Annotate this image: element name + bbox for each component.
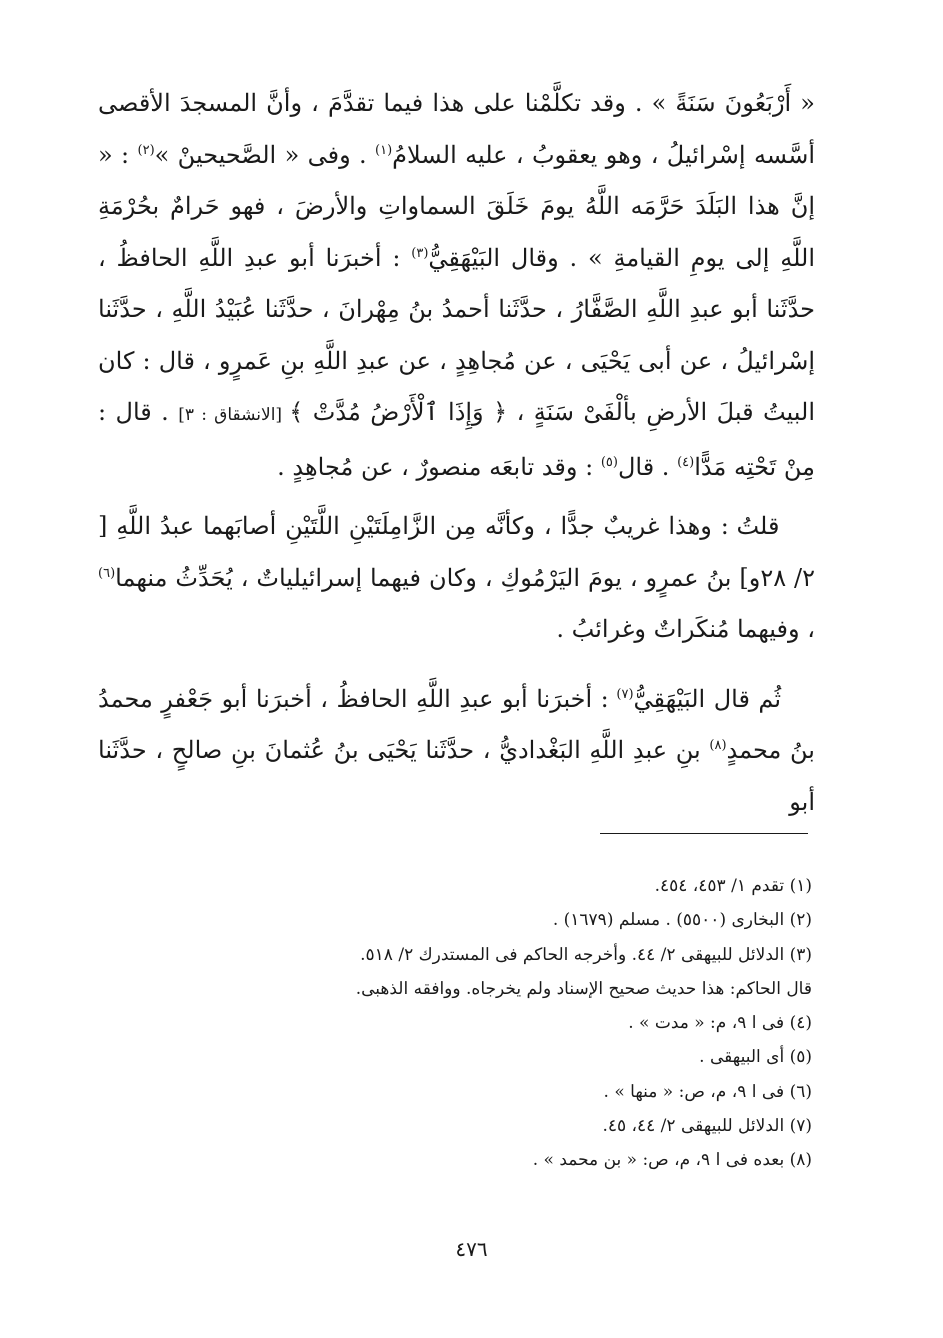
footnote-1: (١) تقدم ١/ ٤٥٣، ٤٥٤. [654, 876, 812, 896]
paragraph-1-text-a: « أَرْبَعُونَ سَنَةً » . وقد تكلَّمْنا على هذا فيما تقدَّمَ ، وأنَّ المسجدَ الأقصى أسَّسه إسْرائيلُ ، وهو يعقوبُ ، عليه السلامُ [98, 89, 815, 169]
paragraph-1-text-d: : أخبرَنا أبو عبدِ اللَّهِ الحافظُ ، حدَّثَنا أبو عبدِ اللَّهِ الصَّفَّارُ ، حدَّثَنا أحمدُ بنُ مِهْرانَ ، حدَّثَنا عُبَيْدُ اللَّهِ ، حدَّثَنا إسْرائيلُ ، عن أبى يَحْيَى ، عن مُجاهِدٍ ، عن عبدِ اللَّهِ بنِ عَمرٍو ، قال : كان البيتُ قبلَ الأرضِ بألْفَىْ سَنَةٍ ، ﴿ وَإِذَا ٱلْأَرْضُ مُدَّتْ ﴾ [98, 243, 816, 426]
footnote-marker-3: (٣) [411, 245, 429, 261]
footnote-marker-4: (٤) [677, 454, 695, 470]
paragraph-1-text-c: : « إنَّ هذا البَلَدَ حَرَّمَه اللَّهُ يومَ خَلَقَ السماواتِ والأرضَ ، فهو حَرامٌ بحُرْمَةِ اللَّهِ إلى يومِ القيامةِ » . وقال البَيْهَقِيُّ [98, 140, 816, 272]
quran-reference: [الانشقاق : ٣] [178, 405, 290, 425]
paragraph-2-text-a: قلتُ : وهذا غريبٌ جدًّا ، وكأنَّه مِن الزَّامِلَتَيْنِ اللَّتَيْنِ أصابَهما عبدُ اللَّهِ [ ٢/ ٢٨و] بنُ عمرٍو ، يومَ اليَرْمُوكِ ، وكان فيهما إسرائيلياتٌ ، يُحَدِّثُ منهما [98, 512, 816, 592]
footnote-6: (٦) فى ا ٩، م، ص: « منها » . [603, 1081, 812, 1102]
paragraph-2-text-b: ، وفيهما مُنكَراتٌ وغرائبُ . [556, 615, 815, 643]
footnote-separator [600, 833, 808, 834]
footnote-3: (٣) الدلائل للبيهقى ٢/ ٤٤. وأخرجه الحاكم فى المستدرك ٢/ ٥١٨. [360, 944, 812, 965]
paragraph-3-text-c: بنِ عبدِ اللَّهِ البَغْداديُّ ، حدَّثَنا يَحْيَى بنُ عُثمانَ بنِ صالحٍ ، حدَّثَنا أبو [98, 736, 815, 816]
footnote-3-continued: قال الحاكم: هذا حديث صحيح الإسناد ولم يخرجاه. ووافقه الذهبى. [355, 978, 812, 999]
paragraph-3-text-a: ثُم قال البَيْهَقِيُّ [633, 684, 782, 713]
paragraph-3 [98, 674, 815, 829]
footnote-7: (٧) الدلائل للبيهقى ٢/ ٤٤، ٤٥. [602, 1116, 812, 1137]
footnote-5: (٥) أى البيهقى . [699, 1047, 812, 1068]
footnote-marker-1: (١) [375, 142, 393, 158]
footnote-marker-7: (٧) [616, 686, 634, 702]
footnote-8: (٨) بعده فى ا ٩، م، ص: « بن محمد » . [532, 1150, 812, 1171]
page-number: ٤٧٦ [455, 1237, 488, 1261]
paragraph-1-text-b: . وفى « الصَّحيحينْ » [154, 140, 376, 169]
footnotes [250, 869, 812, 1178]
paragraph-1-text-f: . قال [617, 452, 678, 481]
footnote-2: (٢) البخارى (٥٥٠٠) . مسلم (١٦٧٩) . [552, 910, 812, 931]
footnote-marker-8: (٨) [709, 738, 727, 753]
paragraph-1-text-g: : وقد تابعَه منصورٌ ، عن مُجاهِدٍ . [277, 452, 601, 481]
footnote-4: (٤) فى ا ٩، م: « مدت » . [628, 1013, 812, 1034]
footnote-marker-6: (٦) [98, 565, 116, 581]
paragraph-1 [98, 78, 815, 493]
paragraph-1-text-e: . قال : مِنْ تَحْتِه مَدًّا [98, 398, 815, 481]
footnote-marker-5: (٥) [600, 454, 618, 470]
paragraph-2 [98, 501, 815, 656]
paragraph-3-text-b: : أخبرَنا أبو عبدِ اللَّهِ الحافظُ ، أخبرَنا أبو جَعْفرٍ محمدُ بنُ محمدٍ [98, 684, 815, 764]
footnote-marker-2: (٢) [137, 142, 155, 158]
main-text [98, 78, 815, 828]
